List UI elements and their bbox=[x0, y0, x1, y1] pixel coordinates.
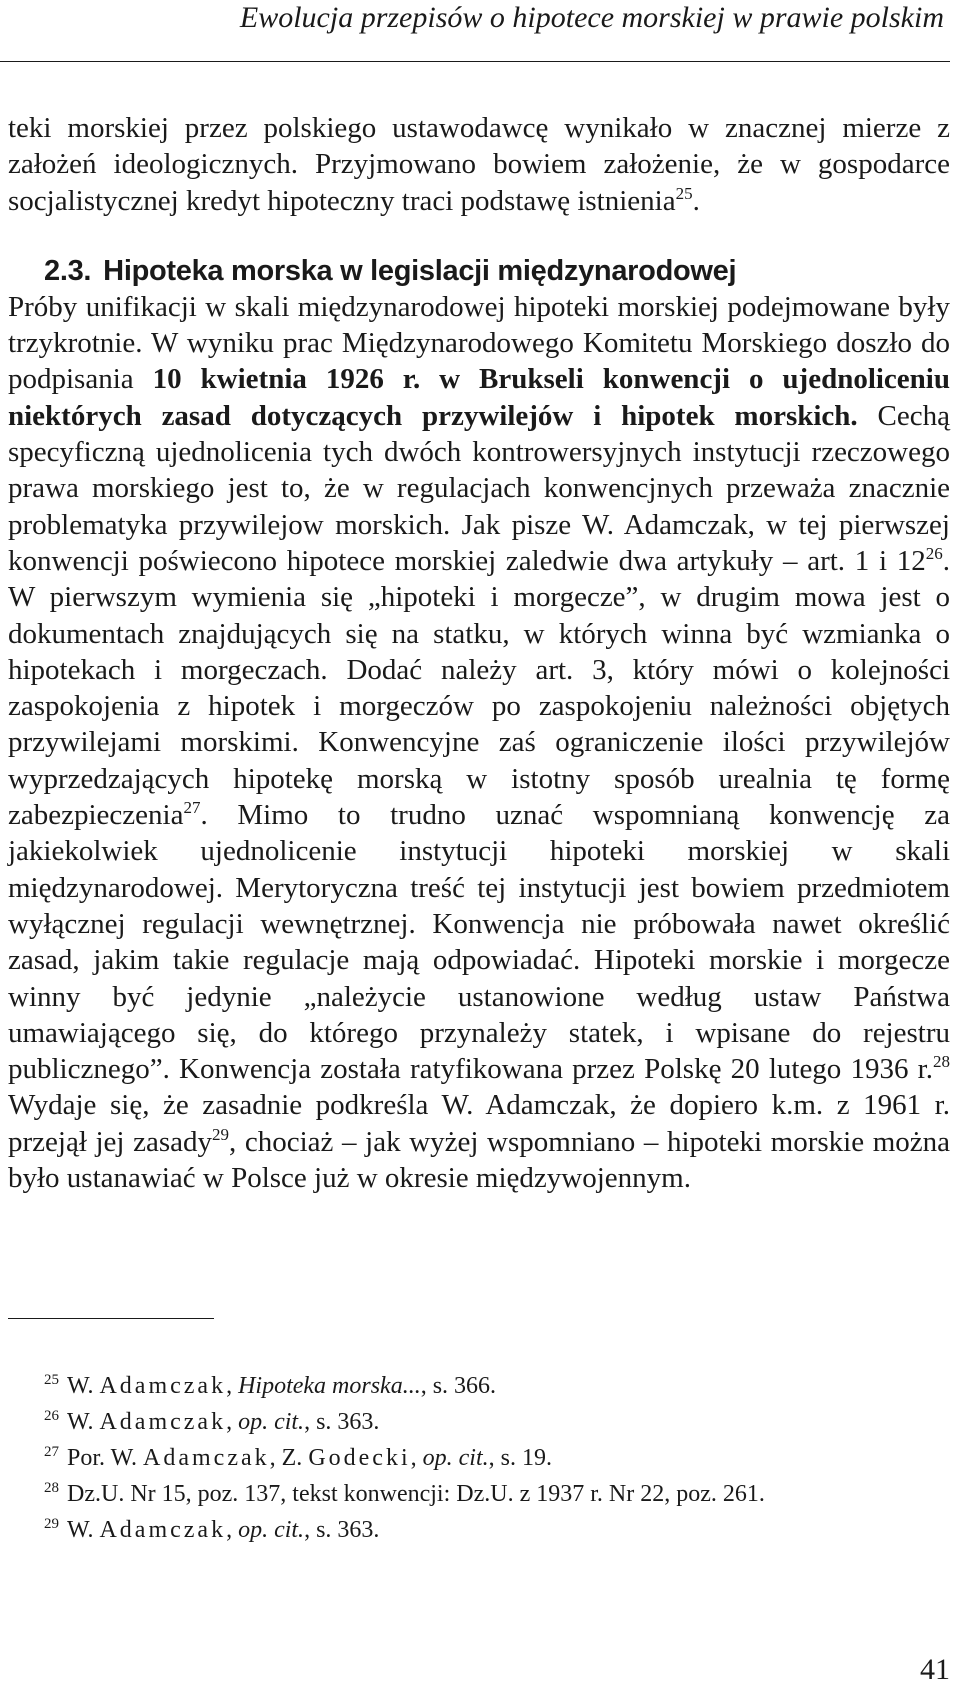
footnote-ref-26[interactable]: 26 bbox=[925, 543, 943, 563]
footnote-author: Adamczak bbox=[99, 1373, 227, 1399]
convention-name: 10 kwietnia 1926 r. w Brukseli konwencji o ujednoliceniu niektórych zasad dotyczących przywilejów i hipotek morskich. bbox=[8, 363, 950, 432]
footnote-26: $^{26}$ W. Adamczak, op. cit., s. 363. bbox=[44, 1408, 380, 1435]
footnote-title: op. cit. bbox=[422, 1445, 489, 1471]
footnote-title: op. cit. bbox=[238, 1517, 305, 1543]
footnote-ref-25[interactable]: 25 bbox=[675, 183, 693, 203]
footnote-author: Adamczak bbox=[99, 1517, 227, 1543]
footnotes bbox=[44, 1368, 924, 1548]
section-title: Hipoteka morska w legislacji międzynarodowej bbox=[103, 254, 737, 287]
footnote-author-2: Godecki bbox=[308, 1445, 411, 1471]
footnote-28: $^{28}$ Dz.U. Nr 15, poz. 137, tekst konwencji: Dz.U. z 1937 r. Nr 22, poz. 261. bbox=[44, 1480, 765, 1507]
footnote-author: Adamczak bbox=[143, 1445, 270, 1471]
main-text bbox=[8, 110, 950, 1196]
footnote-29: $^{29}$ W. Adamczak, op. cit., s. 363. bbox=[44, 1516, 380, 1543]
section-heading bbox=[8, 253, 950, 289]
page-number: 41 bbox=[920, 1653, 950, 1686]
section-number: 2.3. bbox=[44, 254, 92, 287]
footnote-ref-28[interactable]: 28 bbox=[933, 1052, 950, 1072]
footnote-title: op. cit. bbox=[238, 1409, 305, 1435]
running-title: Ewolucja przepisów o hipotece morskiej w prawie polskim bbox=[239, 1, 944, 34]
footnote-25: $^{25}$ W. Adamczak, Hipoteka morska..., s. 366. bbox=[44, 1372, 497, 1399]
footnote-ref-27[interactable]: 27 bbox=[183, 798, 201, 818]
footnote-author: Adamczak bbox=[99, 1409, 227, 1435]
section-paragraph: Próby unifikacji w skali międzynarodowej hipoteki morskiej podejmowane były trzykrotnie. W wyniku prac Międzynarodowego Komitetu Morskiego doszło do podpisania 10 kwietnia 1926 r. w Brukseli konwencji o ujednoliceniu niektórych zasad dotyczących przywilejów i hipotek morskich. Cechą specyficzną ujednolicenia tych dwóch kontrowersyjnych instytucji rzeczowego prawa morskiego jest to, że w regulacjach konwencjnych przeważa znacznie problematyka przywilejow morskich. Jak pisze W. Adamczak, w tej pierwszej konwencji poświecono hipotece morskiej zaledwie dwa artykuły – art. 1 i $12^{26}$. W pierwszym wymienia się „hipoteki i morgecze”, w drugim mowa jest o dokumentach znajdujących się na statku, w których winna być wzmianka o hipotekach i morgeczach. Dodać należy art. 3, który mówi o kolejności zaspokojenia z hipotek i morgeczów po zaspokojeniu należności objętych przywilejami morskimi. Konwencyjne zaś ograniczenie ilości przywilejów wyprzedzających hipotekę morską w istotny sposób urealnia tę formę zabezpieczenia$^{27}$. Mimo to trudno uznać wspomnianą konwencję za jakiekolwiek ujednolicenie instytucji hipoteki morskiej w skali międzynarodowej. Merytoryczna treść tej instytucji jest bowiem przedmiotem wyłącznej regulacji wewnętrznej. Konwencja nie próbowała nawet określić zasad, jakim takie regulacje mają odpowiadać. Hipoteki morskie i morgecze winny być jedynie „należycie ustanowione według ustaw Państwa umawiającego się, do którego przynależy statek, i wpisane do rejestru publicznego”. Konwencja została ratyfikowana przez Polskę 20 lutego 1936 r.$^{28}$ Wydaje się, że zasadnie podkreśla W. Adamczak, że dopiero k.m. z 1961 r. przejął jej zasady$^{29}$, chociaż – jak wyżej wspomniano – hipoteki morskie można było ustanawiać w Polsce już w okresie międzywojennym. bbox=[8, 290, 951, 1195]
running-header bbox=[0, 0, 950, 62]
footnote-27: $^{27}$ Por. W. Adamczak, Z. Godecki, op. cit., s. 19. bbox=[44, 1444, 552, 1471]
footnote-ref-29[interactable]: 29 bbox=[212, 1124, 230, 1144]
footnote-divider bbox=[8, 1318, 214, 1319]
intro-paragraph: teki morskiej przez polskiego ustawodawcę wynikało w znacznej mierze z założeń ideologicznych. Przyjmowano bowiem założenie, że w gospodarce socjalistycznej kredyt hipoteczny traci podstawę istnienia$^{25}$. bbox=[8, 112, 950, 217]
footnote-title: Hipoteka morska... bbox=[238, 1373, 421, 1399]
